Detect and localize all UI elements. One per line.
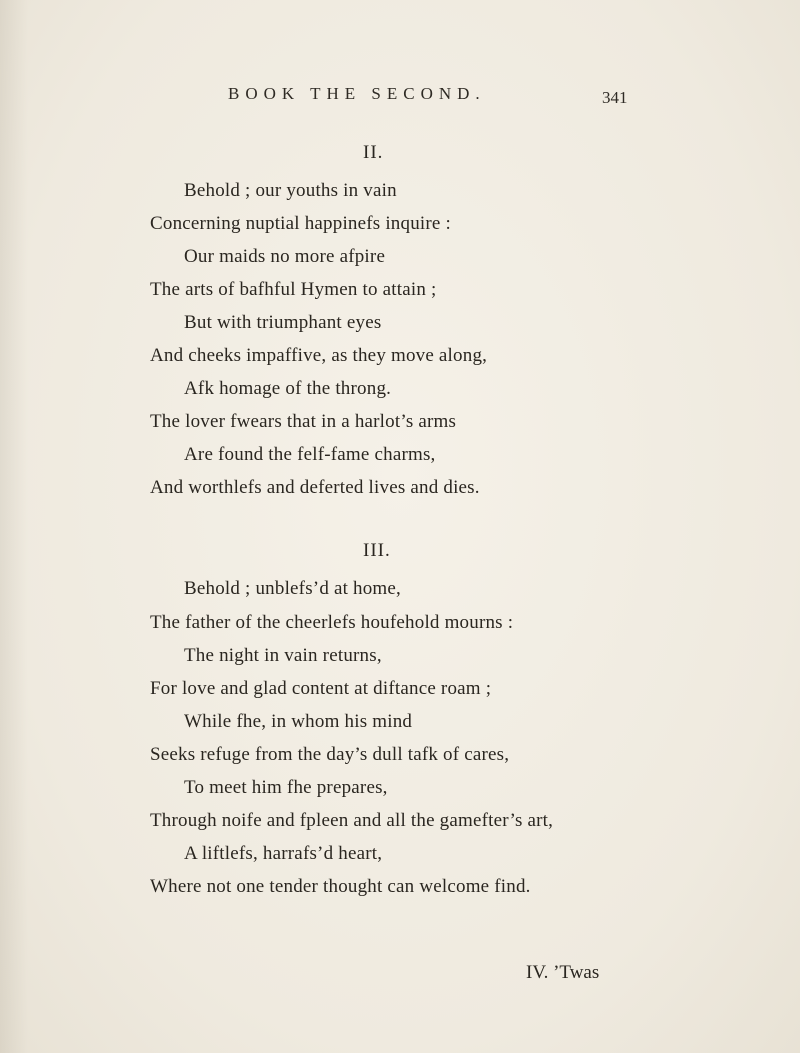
poem-line: Through noife and fpleen and all the gamefter’s art, xyxy=(150,810,554,831)
spine-shadow xyxy=(0,0,28,1053)
poem-line: The night in vain returns, xyxy=(184,645,382,666)
poem-line: Where not one tender thought can welcome find. xyxy=(150,876,531,897)
poem-line: And cheeks impaffive, as they move along, xyxy=(150,345,488,366)
poem-line: But with triumphant eyes xyxy=(184,312,382,333)
poem-line: While fhe, in whom his mind xyxy=(184,711,413,732)
poem-line: The arts of bafhful Hymen to attain ; xyxy=(150,279,437,300)
stanza-number: III. xyxy=(363,540,391,561)
poem-line: The lover fwears that in a harlot’s arms xyxy=(150,411,457,432)
poem-line: For love and glad content at diftance roam ; xyxy=(150,678,492,699)
poem-line: Our maids no more afpire xyxy=(184,246,386,267)
poem-line: Are found the felf-fame charms, xyxy=(184,444,436,465)
poem-line: Behold ; our youths in vain xyxy=(184,180,397,201)
poem-line: A liftlefs, harrafs’d heart, xyxy=(184,843,383,864)
running-head: BOOK THE SECOND. xyxy=(228,84,486,103)
poem-line: Behold ; unblefs’d at home, xyxy=(184,578,401,599)
poem-line: To meet him fhe prepares, xyxy=(184,777,388,798)
poem-line: The father of the cheerlefs houfehold mourns : xyxy=(150,612,514,633)
poem-line: Concerning nuptial happinefs inquire : xyxy=(150,213,451,234)
poem-line: Afk homage of the throng. xyxy=(184,378,392,399)
catchword: IV. ’Twas xyxy=(526,962,600,983)
stanza-number: II. xyxy=(363,142,384,163)
poem-line: And worthlefs and deferted lives and dies. xyxy=(150,477,480,498)
page-number: 341 xyxy=(602,88,628,107)
poem-line: Seeks refuge from the day’s dull tafk of cares, xyxy=(150,744,510,765)
